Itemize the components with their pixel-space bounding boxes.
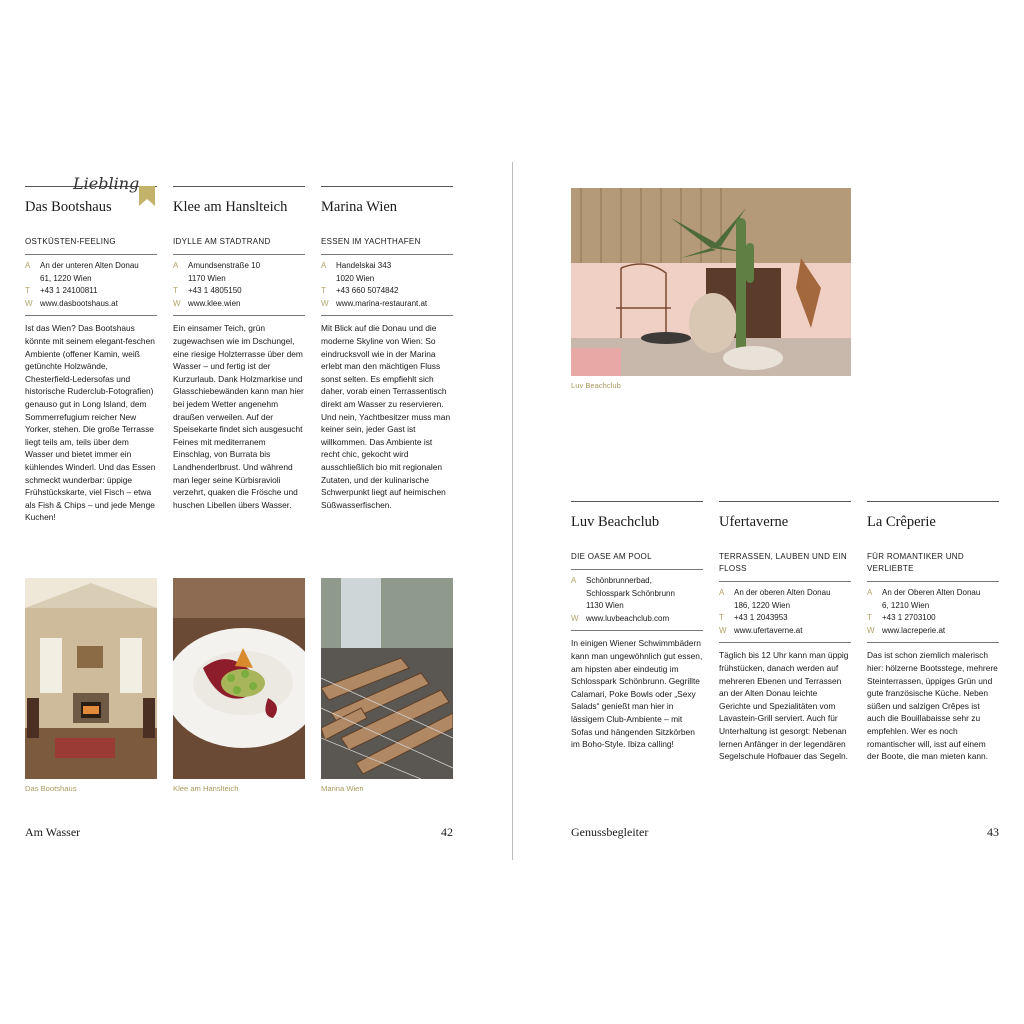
restaurant-column-luv-beachclub bbox=[571, 501, 703, 751]
restaurant-name: Ufertaverne bbox=[719, 514, 789, 530]
restaurant-name: Marina Wien bbox=[321, 199, 398, 215]
photo-klee-dish bbox=[173, 578, 305, 779]
contact-block: A Handelskai 343 1020 Wien T +43 660 5074842 W www.marina-restaurant.at bbox=[321, 255, 453, 315]
address-line: 6, 1210 Wien bbox=[882, 600, 930, 610]
photo-caption: Das Bootshaus bbox=[25, 784, 77, 793]
restaurant-column-ufertaverne bbox=[719, 501, 851, 763]
running-footer-right: Genussbegleiter bbox=[571, 825, 649, 839]
restaurant-description: Das ist schon ziemlich malerisch hier: hölzerne Bootsstege, mehrere Steinterrassen, üppiges Grün und gute französische Küche. Neben süßen und salzigen Crêpes ist auch die Bouillabaisse sehr zu empfehlen. Wer es noch romantischer will, isst auf einem der Boote, die man mieten kann. bbox=[867, 650, 998, 762]
address-line: 61, 1220 Wien bbox=[40, 273, 92, 283]
phone-number: +43 1 2703100 bbox=[882, 613, 936, 623]
bookmark-ribbon-icon bbox=[137, 184, 157, 208]
restaurant-tagline: FÜR ROMANTIKER UND VERLIEBTE bbox=[867, 552, 964, 573]
restaurant-description: Täglich bis 12 Uhr kann man üppig frühstücken, danach werden auf mehreren Ebenen und Terrassen an der Alten Donau leichte Gerichte und Spezialitäten vom Lavastein-Grill serviert. Auch für Unterhaltung ist gesorgt: Nebenan lernen Anfänger in der legendären Segelschule Hofbauer das Segeln. bbox=[719, 650, 849, 762]
restaurant-name: La Crêperie bbox=[867, 514, 936, 530]
address-line: An der oberen Alten Donau bbox=[734, 588, 831, 597]
restaurant-name: Das Bootshaus bbox=[25, 199, 112, 215]
address-line: Handelskai 343 bbox=[336, 261, 392, 270]
restaurant-column-marina bbox=[321, 186, 453, 511]
website-link[interactable]: www.ufertaverne.at bbox=[734, 625, 803, 635]
phone-number: +43 1 4805150 bbox=[188, 286, 242, 296]
restaurant-description: Ist das Wien? Das Bootshaus könnte mit seinem elegant-feschen Ambiente (offener Kamin, weiß getünchte Holzwände, Chesterfield-Ledersofas und historische Ruderclub-Fotografien) genauso gut in Long Island, dem Sommerrefugium reicher New Yorker, stehen. Die große Terrasse liegt teils am, teils über dem Wasser und bietet immer ein kühlendes Winderl. Und das Essen schmeckt wunderbar: üppige Frühstückskarte, viel Fisch – etwa als Fish & Chips – und jede Menge Kuchen! bbox=[25, 323, 156, 523]
contact-block: A Amundsenstraße 10 1170 Wien T +43 1 4805150 W www.klee.wien bbox=[173, 255, 305, 315]
photo-das-bootshaus-interior bbox=[25, 578, 157, 779]
page-number-right: 43 bbox=[987, 825, 999, 839]
address-line: 186, 1220 Wien bbox=[734, 600, 791, 610]
website-link[interactable]: www.lacreperie.at bbox=[882, 625, 946, 635]
photo-caption: Marina Wien bbox=[321, 784, 364, 793]
address-line: An der Oberen Alten Donau bbox=[882, 588, 981, 597]
restaurant-description: Mit Blick auf die Donau und die moderne Skyline von Wien: So eindrucksvoll wie in der Marina erlebt man den mächtigen Fluss sonst selten. Es empfiehlt sich daher, vorab einen Terrassentisch direkt am Wasser zu reservieren. Und nein, Yachtbesitzer muss man keiner sein, jeder Gast ist willkommen. Das Ambiente ist recht chic, gekocht wird ausschließlich bio mit regionalen Zutaten, und der kulinarische Schwerpunkt liegt auf heimischen Süßwasserfischen. bbox=[321, 323, 451, 510]
contact-block: A An der Oberen Alten Donau 6, 1210 Wien T +43 1 2703100 W www.lacreperie.at bbox=[867, 582, 999, 642]
phone-number: +43 1 2043953 bbox=[734, 613, 788, 623]
address-line: Amundsenstraße 10 bbox=[188, 261, 261, 270]
photo-luv-beachclub bbox=[571, 188, 851, 376]
address-line: 1130 Wien bbox=[586, 601, 624, 611]
website-link[interactable]: www.dasbootshaus.at bbox=[40, 298, 118, 308]
website-link[interactable]: www.luvbeachclub.com bbox=[586, 613, 670, 623]
page-gutter-divider bbox=[512, 162, 513, 860]
phone-number: +43 660 5074842 bbox=[336, 286, 399, 296]
restaurant-column-klee bbox=[173, 186, 305, 511]
address-line: 1020 Wien bbox=[336, 273, 375, 283]
restaurant-tagline: DIE OASE AM POOL bbox=[571, 552, 652, 561]
contact-block: A An der oberen Alten Donau 186, 1220 Wien T +43 1 2043953 W www.ufertaverne.at bbox=[719, 582, 851, 642]
restaurant-column-la-creperie bbox=[867, 501, 999, 763]
contact-block: A Schönbrunnerbad, Schlosspark Schönbrunn 1130 Wien W www.luvbeachclub.com bbox=[571, 570, 703, 630]
restaurant-name: Klee am Hanslteich bbox=[173, 199, 288, 215]
restaurant-description: Ein einsamer Teich, grün zugewachsen wie im Dschungel, eine riesige Holzterrasse über dem Wasser – und fertig ist der Kurzurlaub. Dank Holzmarkise und Glasschiebewänden kann man hier bei jedem Wetter angenehm draußen verweilen. Auf der Speisekarte findet sich ausgesucht Feines mit mediterranem Einschlag, von Burrata bis Landhenderlbrust. Und während man leger seine Kürbisravioli verzehrt, quaken die Frösche und huschen Libellen übers Wasser. bbox=[173, 323, 304, 510]
website-link[interactable]: www.marina-restaurant.at bbox=[336, 298, 428, 308]
contact-block: A An der unteren Alten Donau 61, 1220 Wien T +43 1 24100811 W www.dasbootshaus.at bbox=[25, 255, 157, 315]
photo-marina-grill bbox=[321, 578, 453, 779]
photo-caption: Luv Beachclub bbox=[571, 381, 621, 390]
address-line: 1170 Wien bbox=[188, 273, 226, 283]
restaurant-name: Luv Beachclub bbox=[571, 514, 660, 530]
address-line: An der unteren Alten Donau bbox=[40, 261, 139, 270]
running-footer-left: Am Wasser bbox=[25, 825, 81, 839]
website-link[interactable]: www.klee.wien bbox=[188, 298, 241, 308]
restaurant-tagline: IDYLLE AM STADTRAND bbox=[173, 237, 271, 246]
address-line: Schlosspark Schönbrunn bbox=[586, 588, 675, 598]
phone-number: +43 1 24100811 bbox=[40, 286, 98, 296]
restaurant-tagline: ESSEN IM YACHTHAFEN bbox=[321, 237, 421, 246]
photo-caption: Klee am Hanslteich bbox=[173, 784, 239, 793]
restaurant-tagline: TERRASSEN, LAUBEN UND EIN FLOSS bbox=[719, 552, 847, 573]
restaurant-column-das-bootshaus bbox=[25, 186, 157, 524]
address-line: Schönbrunnerbad, bbox=[586, 576, 652, 585]
restaurant-description: In einigen Wiener Schwimmbädern kann man ungewöhnlich gut essen, am hipsten aber eindeutig im Schlosspark Schönbrunn. Gegrillte Calamari, Poke Bowls oder „Sexy Salads“ genießt man hier in lässigem Club-Ambiente – mit Sofas und hängenden Sitzkörben im Boho-Style. Ibiza calling! bbox=[571, 638, 703, 750]
restaurant-tagline: OSTKÜSTEN-FEELING bbox=[25, 237, 116, 246]
favorite-script-label: Liebling bbox=[73, 174, 140, 193]
favorite-badge bbox=[25, 170, 165, 210]
page-number-left: 42 bbox=[441, 825, 453, 839]
